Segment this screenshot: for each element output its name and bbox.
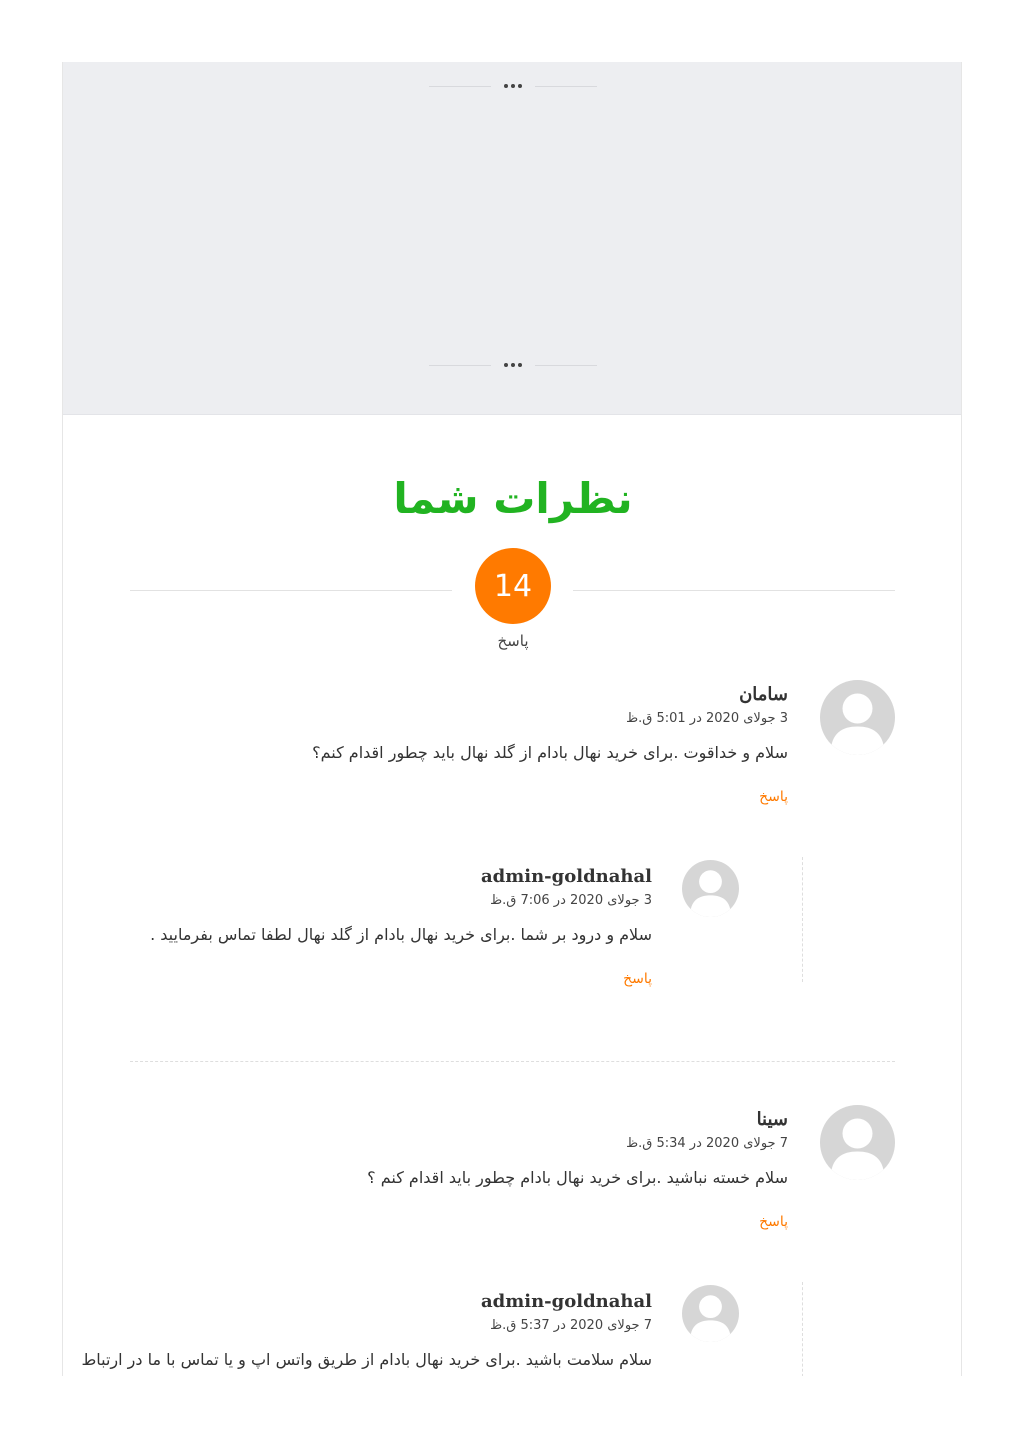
comment-item-reply bbox=[72, 866, 652, 987]
user-icon bbox=[820, 1105, 895, 1180]
avatar bbox=[820, 1105, 895, 1180]
comment-date[interactable]: 7 جولای 2020 در 5:37 ق.ظ bbox=[490, 1318, 652, 1333]
comment-text: سلام سلامت باشید .برای خرید نهال بادام از طریق واتس اپ و یا تماس با ما در ارتباط bbox=[81, 1350, 652, 1369]
top-dots-separator bbox=[429, 81, 597, 93]
comment-text: سلام و درود بر شما .برای خرید نهال بادام از گلد نهال لطفا تماس بفرمایید . bbox=[150, 925, 652, 944]
user-icon bbox=[682, 860, 739, 917]
comments-title: نظرات شما bbox=[393, 474, 633, 523]
user-icon bbox=[682, 1285, 739, 1342]
comment-date[interactable]: 3 جولای 2020 در 5:01 ق.ظ bbox=[626, 711, 788, 726]
ellipsis-icon bbox=[504, 360, 522, 367]
reply-link[interactable]: پاسخ bbox=[623, 971, 652, 987]
comment-author[interactable]: سامان bbox=[739, 684, 788, 705]
avatar bbox=[820, 680, 895, 755]
comment-date[interactable]: 3 جولای 2020 در 7:06 ق.ظ bbox=[490, 893, 652, 908]
comment-count-label: پاسخ bbox=[497, 632, 529, 650]
comment-count-row bbox=[130, 548, 895, 624]
reply-link[interactable]: پاسخ bbox=[759, 1214, 788, 1230]
comment-author[interactable]: سینا bbox=[756, 1109, 788, 1130]
comment-text: سلام و خداقوت .برای خرید نهال بادام از گلد نهال باید چطور اقدام کنم؟ bbox=[312, 743, 788, 762]
avatar bbox=[682, 860, 739, 917]
comment-author[interactable]: admin-goldnahal bbox=[480, 866, 652, 887]
reply-thread-line bbox=[802, 1282, 803, 1376]
comment-author[interactable]: admin-goldnahal bbox=[480, 1291, 652, 1312]
reply-link[interactable]: پاسخ bbox=[759, 789, 788, 805]
avatar bbox=[682, 1285, 739, 1342]
comment-item-reply bbox=[62, 1291, 652, 1369]
comment-divider bbox=[130, 1061, 895, 1062]
bottom-dots-separator bbox=[429, 360, 597, 372]
placeholder-panel bbox=[63, 62, 962, 415]
comment-date[interactable]: 7 جولای 2020 در 5:34 ق.ظ bbox=[626, 1136, 788, 1151]
user-icon bbox=[820, 680, 895, 755]
reply-thread-line bbox=[802, 857, 803, 982]
comment-count-badge: 14 bbox=[475, 548, 551, 624]
content-frame bbox=[62, 62, 962, 1376]
ellipsis-icon bbox=[504, 81, 522, 88]
comment-item bbox=[228, 1109, 788, 1230]
comment-text: سلام خسته نباشید .برای خرید نهال بادام چطور باید اقدام کنم ؟ bbox=[367, 1168, 788, 1187]
comment-item bbox=[228, 684, 788, 805]
